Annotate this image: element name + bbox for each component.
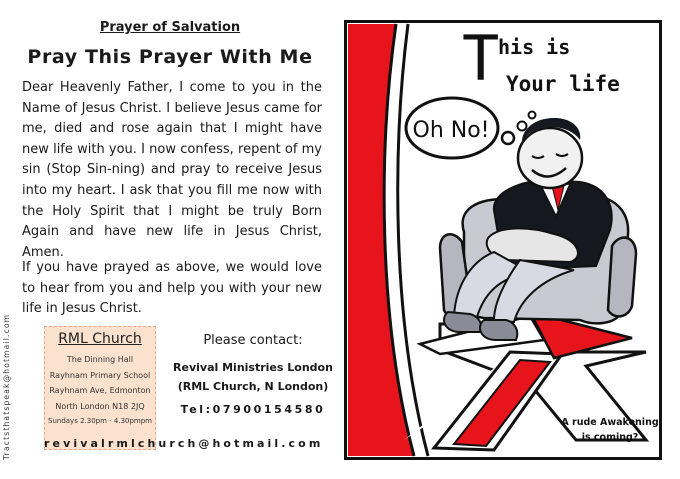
address-box bbox=[44, 326, 156, 450]
address-line: North London N18 2JQ bbox=[55, 401, 145, 411]
page-title: Pray This Prayer With Me bbox=[27, 46, 313, 68]
ministry-name: Revival Ministries London bbox=[173, 361, 333, 374]
church-name: RML Church bbox=[58, 331, 142, 347]
service-hours: Sundays 2.30pm - 4.30pmpm bbox=[48, 417, 152, 425]
title-line1: his is bbox=[498, 35, 571, 59]
title-big-letter: T bbox=[462, 22, 500, 95]
prayer-text: Dear Heavenly Father, I come to you in the Name of Jesus Christ. I believe Jesus came for me, died and rose again that I might have new life with you. I now confess, repent of my sin (Stop Sin-ning) and pray to receive Jesus into my heart. I ask that you fill me now with the Holy Spirit that I might be truly Born Again and have new life in Jesus Christ, Amen. bbox=[22, 80, 322, 260]
address-line: Rayhnam Primary School bbox=[49, 370, 151, 380]
ministry-subtitle: (RML Church, N London) bbox=[177, 380, 329, 393]
address-line: The Dinning Hall bbox=[66, 355, 134, 364]
subtitle: Prayer of Salvation bbox=[99, 20, 241, 35]
caption-line2: is coming? bbox=[581, 432, 639, 443]
title-line2: Your life bbox=[506, 72, 620, 96]
side-email: Tractsthatspeak@hotmail.com bbox=[2, 313, 11, 460]
address-line: Rayhnam Ave, Edmonton bbox=[49, 386, 151, 395]
cover-panel bbox=[344, 20, 662, 460]
followup-text: If you have prayed as above, we would love to hear from you and help you with your new life in Jesus Christ. bbox=[22, 260, 322, 317]
caption-line1: A rude Awakening bbox=[561, 417, 659, 428]
contact-prompt: Please contact: bbox=[203, 333, 303, 348]
thought-text: Oh No! bbox=[412, 118, 490, 143]
contact-email: revivalrmlchurch@hotmail.com bbox=[44, 437, 324, 450]
phone-number: Tel:07900154580 bbox=[180, 403, 326, 416]
